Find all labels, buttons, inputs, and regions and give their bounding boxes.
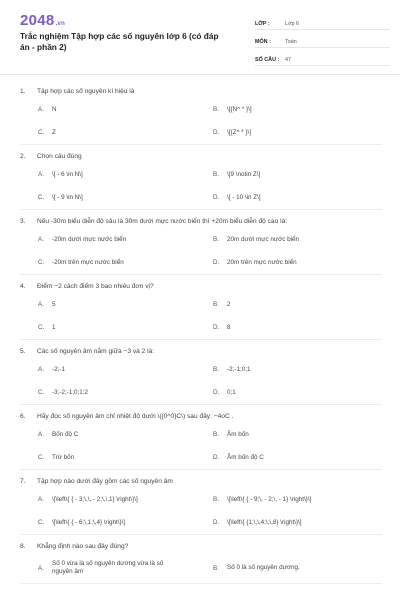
question-number: 1. bbox=[20, 88, 26, 95]
option-text: Số 0 là số nguyên dương. bbox=[227, 564, 300, 571]
answer-option[interactable] bbox=[213, 163, 383, 186]
option-text: Số 0 vừa là số nguyên dương vừa là số nguyên âm bbox=[52, 560, 164, 575]
option-text: \[ - 6 \in N\] bbox=[52, 170, 83, 178]
option-letter: A. bbox=[38, 496, 44, 503]
option-text: N bbox=[52, 105, 57, 113]
option-letter: B. bbox=[213, 496, 219, 503]
option-letter: A. bbox=[38, 431, 44, 438]
option-text: 2 bbox=[227, 300, 231, 308]
question-8 bbox=[20, 535, 382, 584]
option-letter: D. bbox=[213, 519, 220, 526]
option-text: Âm bốn bbox=[227, 430, 249, 438]
page-title: Trắc nghiệm Tập hợp các số nguyên lớp 6 (có đáp án - phần 2) bbox=[20, 31, 219, 52]
meta-label: SỐ CÂU : bbox=[255, 57, 280, 63]
option-letter: B. bbox=[213, 171, 219, 178]
answer-option[interactable] bbox=[213, 488, 383, 511]
question-6 bbox=[20, 405, 382, 470]
option-letter: A. bbox=[38, 106, 44, 113]
option-text: -2;-1 bbox=[52, 365, 65, 373]
answer-option[interactable] bbox=[213, 293, 383, 316]
answer-option[interactable] bbox=[38, 316, 198, 339]
question-number: 4. bbox=[20, 283, 26, 290]
option-text: Âm bốn độ C bbox=[227, 453, 264, 461]
answer-option[interactable] bbox=[213, 186, 383, 209]
question-text bbox=[20, 470, 382, 488]
header bbox=[0, 0, 400, 75]
answer-option[interactable] bbox=[38, 423, 198, 446]
option-letter: B. bbox=[213, 564, 219, 572]
question-2 bbox=[20, 145, 382, 210]
option-letter: C. bbox=[38, 194, 45, 201]
option-letter: B. bbox=[213, 301, 219, 308]
answer-option[interactable] bbox=[38, 163, 198, 186]
option-text: \[\left\{ {1;\,\,4;\,\,8} \right\}\] bbox=[227, 518, 302, 526]
answer-option[interactable] bbox=[38, 381, 198, 404]
option-letter: B. bbox=[213, 366, 219, 373]
meta-row-grade bbox=[255, 14, 390, 30]
option-text: \[ - 10 \in Z\] bbox=[227, 193, 261, 201]
option-letter: A. bbox=[38, 366, 44, 373]
option-letter: A. bbox=[38, 564, 44, 572]
question-text bbox=[20, 275, 382, 293]
option-text: \[ - 9 \in N\] bbox=[52, 193, 83, 201]
answer-option[interactable] bbox=[38, 228, 198, 251]
answer-option[interactable] bbox=[38, 358, 198, 381]
answer-option[interactable] bbox=[38, 186, 198, 209]
option-letter: A. bbox=[38, 236, 44, 243]
question-number: 6. bbox=[20, 413, 26, 420]
option-letter: A. bbox=[38, 171, 44, 178]
answer-option[interactable] bbox=[213, 358, 383, 381]
answer-option[interactable] bbox=[38, 553, 198, 583]
option-text: \[9 \notin Z\] bbox=[227, 170, 261, 178]
question-number: 2. bbox=[20, 153, 26, 160]
option-letter: D. bbox=[213, 324, 220, 331]
option-text: \[{N^ * }\] bbox=[227, 105, 252, 113]
answer-option[interactable] bbox=[213, 553, 383, 583]
option-letter: C. bbox=[38, 259, 45, 266]
answer-option[interactable] bbox=[213, 446, 383, 469]
option-text: Trừ bốn bbox=[52, 453, 75, 461]
option-letter: C. bbox=[38, 129, 45, 136]
option-text: 20m trên mực nước biển bbox=[227, 258, 297, 266]
meta-value: 47 bbox=[285, 57, 291, 63]
option-text: -2;-1;0;1 bbox=[227, 365, 251, 373]
option-letter: D. bbox=[213, 259, 220, 266]
question-body: Hãy đọc số nguyên âm chỉ nhiệt độ dưới \({0^0}C\) sau đây: −4oC . bbox=[37, 413, 234, 420]
question-number: 3. bbox=[20, 218, 26, 225]
question-text bbox=[20, 80, 382, 98]
option-text: -3;-2;-1;0;1;2 bbox=[52, 388, 89, 396]
option-letter: B. bbox=[213, 106, 219, 113]
option-letter: A. bbox=[38, 301, 44, 308]
option-text: 5 bbox=[52, 300, 56, 308]
answer-option[interactable] bbox=[38, 488, 198, 511]
answer-option[interactable] bbox=[38, 293, 198, 316]
answer-option[interactable] bbox=[213, 251, 383, 274]
option-text: \[{Z^ * }\] bbox=[227, 128, 251, 136]
question-4 bbox=[20, 275, 382, 340]
question-body: Điểm −2 cách điểm 3 bao nhiêu đơn vị? bbox=[37, 283, 154, 290]
question-body: Tập hợp các số nguyên kí hiệu là bbox=[37, 88, 135, 95]
option-text: Z bbox=[52, 128, 56, 136]
answer-option[interactable] bbox=[38, 121, 198, 144]
meta-table bbox=[255, 14, 390, 68]
meta-row-subject bbox=[255, 32, 390, 48]
answer-option[interactable] bbox=[38, 251, 198, 274]
question-text bbox=[20, 535, 382, 553]
question-text bbox=[20, 405, 382, 423]
answer-option[interactable] bbox=[213, 228, 383, 251]
meta-row-count bbox=[255, 50, 390, 66]
option-text: Bốn độ C bbox=[52, 430, 79, 438]
meta-label: MÔN : bbox=[255, 39, 271, 45]
option-text: 20m dưới mực nước biển bbox=[227, 235, 300, 243]
option-letter: C. bbox=[38, 454, 45, 461]
answer-option[interactable] bbox=[38, 511, 198, 534]
question-body: Nếu -30m biểu diễn độ sâu là 30m dưới mực nước biển thì +20m biểu diễn độ cao là: bbox=[37, 218, 288, 225]
question-text bbox=[20, 340, 382, 358]
question-body: Tập hợp nào dưới đây gồm các số nguyên âm bbox=[37, 478, 173, 485]
option-text: \[\left\{ { - 6;\,1;\,4} \right\}\] bbox=[52, 518, 126, 526]
answer-option[interactable] bbox=[213, 423, 383, 446]
answer-option[interactable] bbox=[213, 511, 383, 534]
answer-option[interactable] bbox=[213, 381, 383, 404]
question-body: Các số nguyên âm nằm giữa −3 và 2 là: bbox=[37, 348, 155, 355]
question-text bbox=[20, 145, 382, 163]
option-text: -20m trên mực nước biển bbox=[52, 258, 124, 266]
question-body: Chọn câu đúng bbox=[37, 153, 82, 160]
option-letter: D. bbox=[213, 389, 220, 396]
answer-option[interactable] bbox=[213, 316, 383, 339]
question-text bbox=[20, 210, 382, 228]
question-1 bbox=[20, 80, 382, 145]
question-number: 7. bbox=[20, 478, 26, 485]
answer-option[interactable] bbox=[213, 98, 383, 121]
option-letter: C. bbox=[38, 519, 45, 526]
option-text: \[\left\{ { - 3;\,\, - 2;\,\,1} \right\}\] bbox=[52, 495, 138, 503]
option-letter: C. bbox=[38, 324, 45, 331]
question-5 bbox=[20, 340, 382, 405]
question-7 bbox=[20, 470, 382, 535]
logo-text: 2048 bbox=[20, 12, 55, 29]
question-body: Khẳng định nào sau đây đúng? bbox=[37, 543, 129, 550]
logo-suffix: .vn bbox=[55, 21, 66, 27]
option-text: 0;1 bbox=[227, 388, 236, 396]
option-letter: D. bbox=[213, 129, 220, 136]
option-text: 8 bbox=[227, 323, 231, 331]
option-text: -20m dưới mực nước biển bbox=[52, 235, 127, 243]
answer-option[interactable] bbox=[38, 98, 198, 121]
option-letter: D. bbox=[213, 454, 220, 461]
option-text: \[\left\{ { - 9;\, - 2;\, - 1} \right\}\] bbox=[227, 495, 312, 503]
answer-option[interactable] bbox=[213, 121, 383, 144]
option-letter: D. bbox=[213, 194, 220, 201]
question-number: 5. bbox=[20, 348, 26, 355]
meta-value: Lớp 6 bbox=[285, 21, 300, 27]
question-list bbox=[0, 80, 400, 584]
answer-option[interactable] bbox=[38, 446, 198, 469]
option-letter: B. bbox=[213, 431, 219, 438]
question-3 bbox=[20, 210, 382, 275]
site-logo[interactable] bbox=[20, 12, 65, 29]
option-letter: B. bbox=[213, 236, 219, 243]
meta-label: LỚP : bbox=[255, 21, 270, 27]
meta-value: Toán bbox=[285, 39, 297, 45]
option-letter: C. bbox=[38, 389, 45, 396]
question-number: 8. bbox=[20, 543, 26, 550]
option-text: 1 bbox=[52, 323, 56, 331]
